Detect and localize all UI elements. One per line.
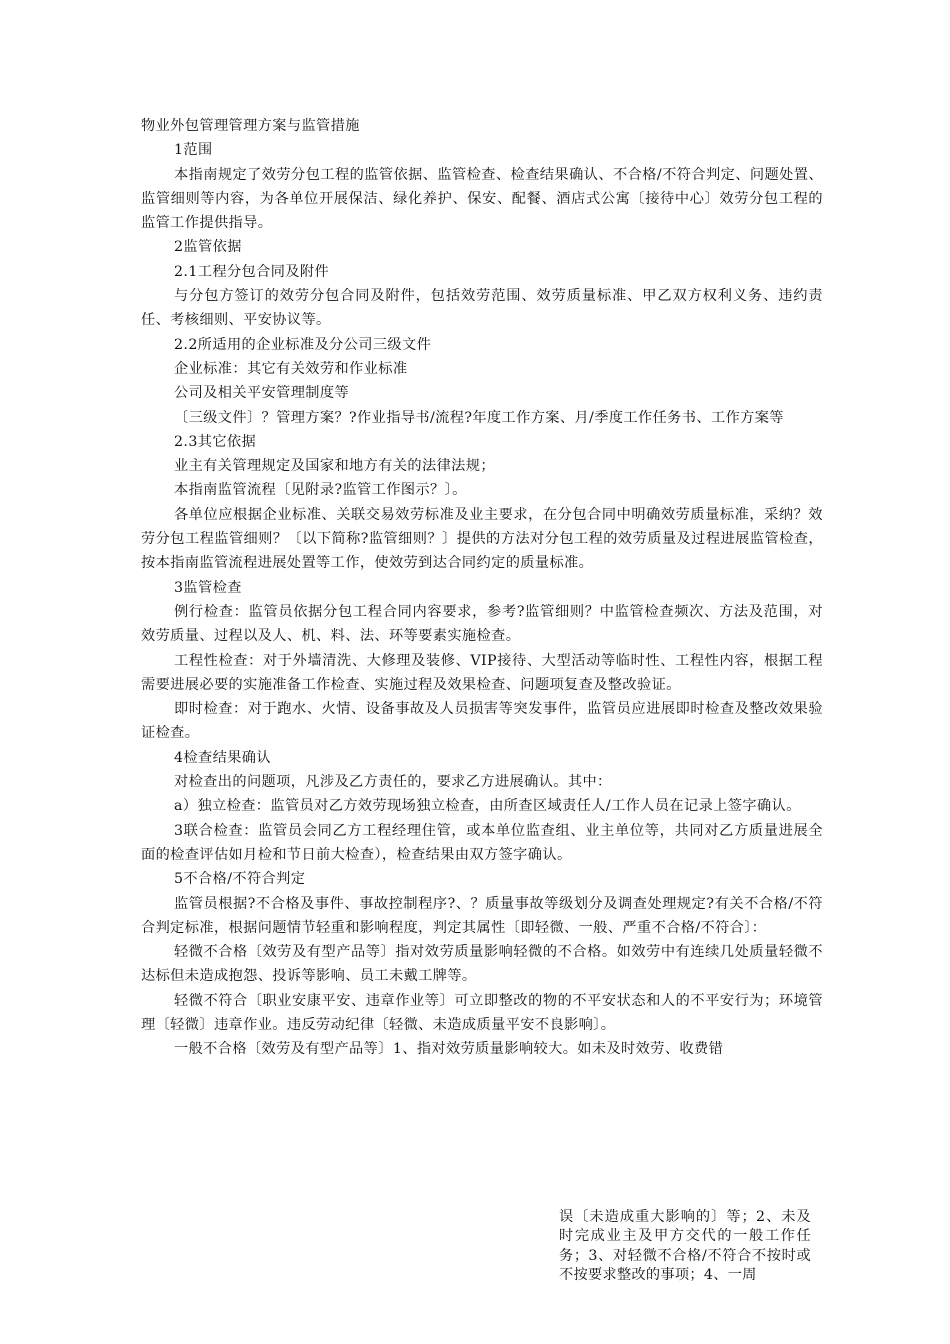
paragraph: 与分包方签订的效劳分包合同及附件，包括效劳范围、效劳质量标准、甲乙双方权利义务、违约责任、考核细则、平安协议等。 <box>141 288 823 329</box>
document-body <box>141 114 823 1062</box>
paragraph: 对检查出的问题项，凡涉及乙方责任的，要求乙方进展确认。其中： <box>174 774 612 791</box>
paragraph: 3联合检查：监管员会同乙方工程经理住管，或本单位监查组、业主单位等，共同对乙方质量进展全面的检查评估如月检和节日前大检查），检查结果由双方签字确认。 <box>141 822 823 863</box>
paragraph: 〔三级文件〕？管理方案？?作业指导书/流程?年度工作方案、月/季度工作任务书、工作方案等 <box>174 409 784 426</box>
paragraph: 轻微不合格〔效劳及有型产品等〕指对效劳质量影响轻微的不合格。如效劳中有连续几处质量轻微不达标但未造成抱怨、投诉等影响、员工未戴工牌等。 <box>141 944 823 985</box>
subsection-heading: 2.2所适用的企业标准及分公司三级文件 <box>174 336 432 353</box>
paragraph: 例行检查：监管员依据分包工程合同内容要求，参考?监管细则？中监管检查频次、方法及范围，对效劳质量、过程以及人、机、料、法、环等要素实施检查。 <box>141 603 823 645</box>
paragraph: 本指南规定了效劳分包工程的监管依据、监管检查、检查结果确认、不合格/不符合判定、问题处置、监管细则等内容，为各单位开展保洁、绿化养护、保安、配餐、酒店式公寓〔接待中心〕效劳分包工程的监管工作提供指导。 <box>141 166 823 232</box>
paragraph: 工程性检查：对于外墙清洗、大修理及装修、VIP接待、大型活动等临时性、工程性内容，根据工程需要进展必要的实施准备工作检查、实施过程及效果检查、问题项复查及整改验证。 <box>141 652 823 693</box>
section-heading-scope: 1范围 <box>174 142 213 159</box>
subsection-heading: 2.1工程分包合同及附件 <box>174 263 330 280</box>
section-heading-nonconformity: 5不合格/不符合判定 <box>174 871 306 888</box>
paragraph: 一般不合格〔效劳及有型产品等〕1、指对效劳质量影响较大。如未及时效劳、收费错 <box>174 1041 724 1058</box>
section-heading-basis: 2监管依据 <box>174 239 242 256</box>
paragraph: 各单位应根据企业标准、关联交易效劳标准及业主要求，在分包合同中明确效劳质量标准，采纳？效劳分包工程监管细则？〔以下简称?监管细则？〕提供的方法对分包工程的效劳质量及过程进展监管检查，按本指南监管流程进展处置等工作，使效劳到达合同约定的质量标准。 <box>141 506 823 572</box>
section-heading-confirmation: 4检查结果确认 <box>174 749 271 766</box>
paragraph: a）独立检查：监管员对乙方效劳现场独立检查，由所查区域责任人/工作人员在记录上签字确认。 <box>174 798 801 815</box>
paragraph: 公司及相关平安管理制度等 <box>174 385 350 402</box>
paragraph: 业主有关管理规定及国家和地方有关的法律法规； <box>174 458 495 475</box>
paragraph: 企业标准：其它有关效劳和作业标准 <box>174 360 408 377</box>
paragraph: 轻微不符合〔职业安康平安、违章作业等〕可立即整改的物的不平安状态和人的不平安行为；环境管理〔轻微〕违章作业。违反劳动纪律〔轻微、未造成质量平安不良影响〕。 <box>141 992 823 1033</box>
paragraph: 本指南监管流程〔见附录?监管工作图示？〕。 <box>174 482 467 499</box>
continuation-fragment <box>559 1208 811 1286</box>
fragment-text: 误〔未造成重大影响的〕等；2、未及时完成业主及甲方交代的一般工作任务；3、对轻微不合格/不符合不按时或不按要求整改的事项；4、一周 <box>559 1209 811 1284</box>
paragraph: 监管员根据?不合格及事件、事故控制程序?、？质量事故等级划分及调查处理规定?有关不合格/不符合判定标准，根据问题情节轻重和影响程度，判定其属性〔即轻微、一般、严重不合格/不符合〕： <box>141 895 823 936</box>
paragraph: 即时检查：对于跑水、火情、设备事故及人员损害等突发事件，监管员应进展即时检查及整改效果验证检查。 <box>141 701 823 742</box>
section-heading-inspection: 3监管检查 <box>174 579 242 596</box>
document-title: 物业外包管理管理方案与监管措施 <box>141 118 360 134</box>
subsection-heading: 2.3其它依据 <box>174 433 257 450</box>
